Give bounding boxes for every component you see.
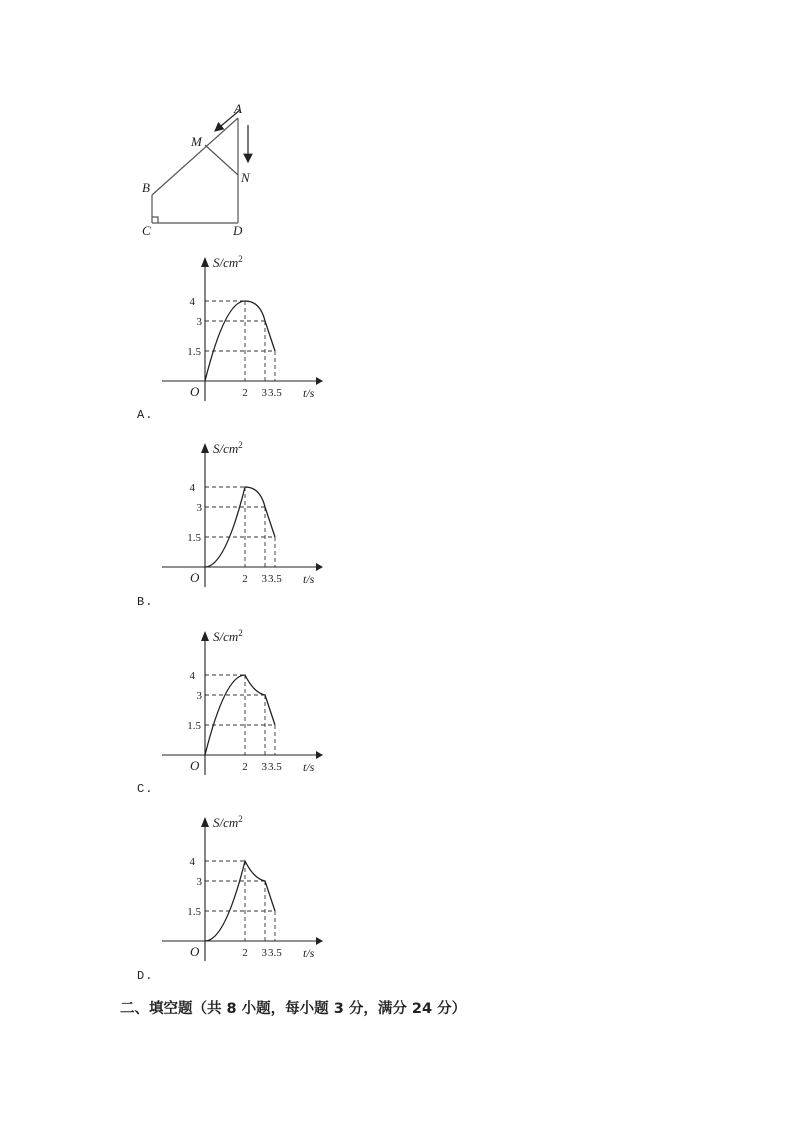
y-tick-3: 3 <box>196 316 202 328</box>
curve <box>205 301 275 381</box>
x-tick-3: 3 <box>261 573 267 585</box>
svg-text:S/cm2 <box>213 254 243 270</box>
y-tick-4: 4 <box>189 296 195 308</box>
y-axis-label: S/cm <box>213 815 239 830</box>
graph-option-d <box>150 813 330 965</box>
dashed-guides <box>205 487 275 567</box>
y-tick-3: 3 <box>196 690 202 702</box>
x-axis-label: t/s <box>303 946 315 960</box>
curve <box>205 861 275 941</box>
x-tick-2: 2 <box>242 573 248 585</box>
x-tick-3-5: 3.5 <box>268 761 282 773</box>
origin-label: O <box>190 570 200 585</box>
x-axis-label: t/s <box>303 760 315 774</box>
x-axis-label: t/s <box>303 572 315 586</box>
x-tick-3: 3 <box>261 387 267 399</box>
y-tick-4: 4 <box>189 482 195 494</box>
y-axis-label-sup: 2 <box>238 814 243 824</box>
y-tick-3: 3 <box>196 876 202 888</box>
x-tick-3-5: 3.5 <box>268 387 282 399</box>
y-axis-label: S/cm <box>213 255 239 270</box>
graph-option-a <box>150 253 330 405</box>
origin-label: O <box>190 944 200 959</box>
geometry-figure <box>130 95 270 245</box>
y-tick-1-5: 1.5 <box>187 720 201 732</box>
y-axis-label: S/cm <box>213 441 239 456</box>
segment-mn <box>205 145 238 175</box>
y-tick-1-5: 1.5 <box>187 906 201 918</box>
graph-option-b <box>150 439 330 591</box>
point-label-n: N <box>241 170 250 185</box>
x-tick-2: 2 <box>242 947 248 959</box>
x-tick-3: 3 <box>261 761 267 773</box>
x-tick-3-5: 3.5 <box>268 573 282 585</box>
point-label-a: A <box>234 101 242 116</box>
point-label-m: M <box>191 134 202 149</box>
option-label-a[interactable]: A. <box>137 408 154 422</box>
x-tick-3-5: 3.5 <box>268 947 282 959</box>
svg-text:S/cm2 <box>213 440 243 456</box>
point-label-c: C <box>142 223 151 238</box>
y-tick-4: 4 <box>189 856 195 868</box>
point-label-d: D <box>233 223 243 238</box>
origin-label: O <box>190 384 200 399</box>
dashed-guides <box>205 675 275 755</box>
y-axis-label: S/cm <box>213 629 239 644</box>
segment-ab <box>152 118 238 195</box>
section-heading: 二、填空题（共 8 小题，每小题 3 分，满分 24 分） <box>120 1001 467 1017</box>
svg-text:S/cm2 <box>213 628 243 644</box>
origin-label: O <box>190 758 200 773</box>
curve <box>205 675 275 755</box>
option-label-c[interactable]: C. <box>137 782 154 796</box>
x-tick-3: 3 <box>261 947 267 959</box>
svg-text:S/cm2 <box>213 814 243 830</box>
dashed-guides <box>205 861 275 941</box>
y-tick-3: 3 <box>196 502 202 514</box>
point-label-b: B <box>142 180 150 195</box>
dashed-guides <box>205 301 275 381</box>
x-tick-2: 2 <box>242 761 248 773</box>
option-label-b[interactable]: B. <box>137 595 154 609</box>
x-tick-2: 2 <box>242 387 248 399</box>
curve <box>205 487 275 567</box>
x-axis-label: t/s <box>303 386 315 400</box>
y-tick-1-5: 1.5 <box>187 532 201 544</box>
graph-option-c <box>150 627 330 779</box>
y-axis-label-sup: 2 <box>238 628 243 638</box>
y-axis-label-sup: 2 <box>238 440 243 450</box>
option-label-d[interactable]: D. <box>137 969 154 983</box>
y-tick-1-5: 1.5 <box>187 346 201 358</box>
y-axis-label-sup: 2 <box>238 254 243 264</box>
y-tick-4: 4 <box>189 670 195 682</box>
right-angle-mark <box>152 217 158 223</box>
